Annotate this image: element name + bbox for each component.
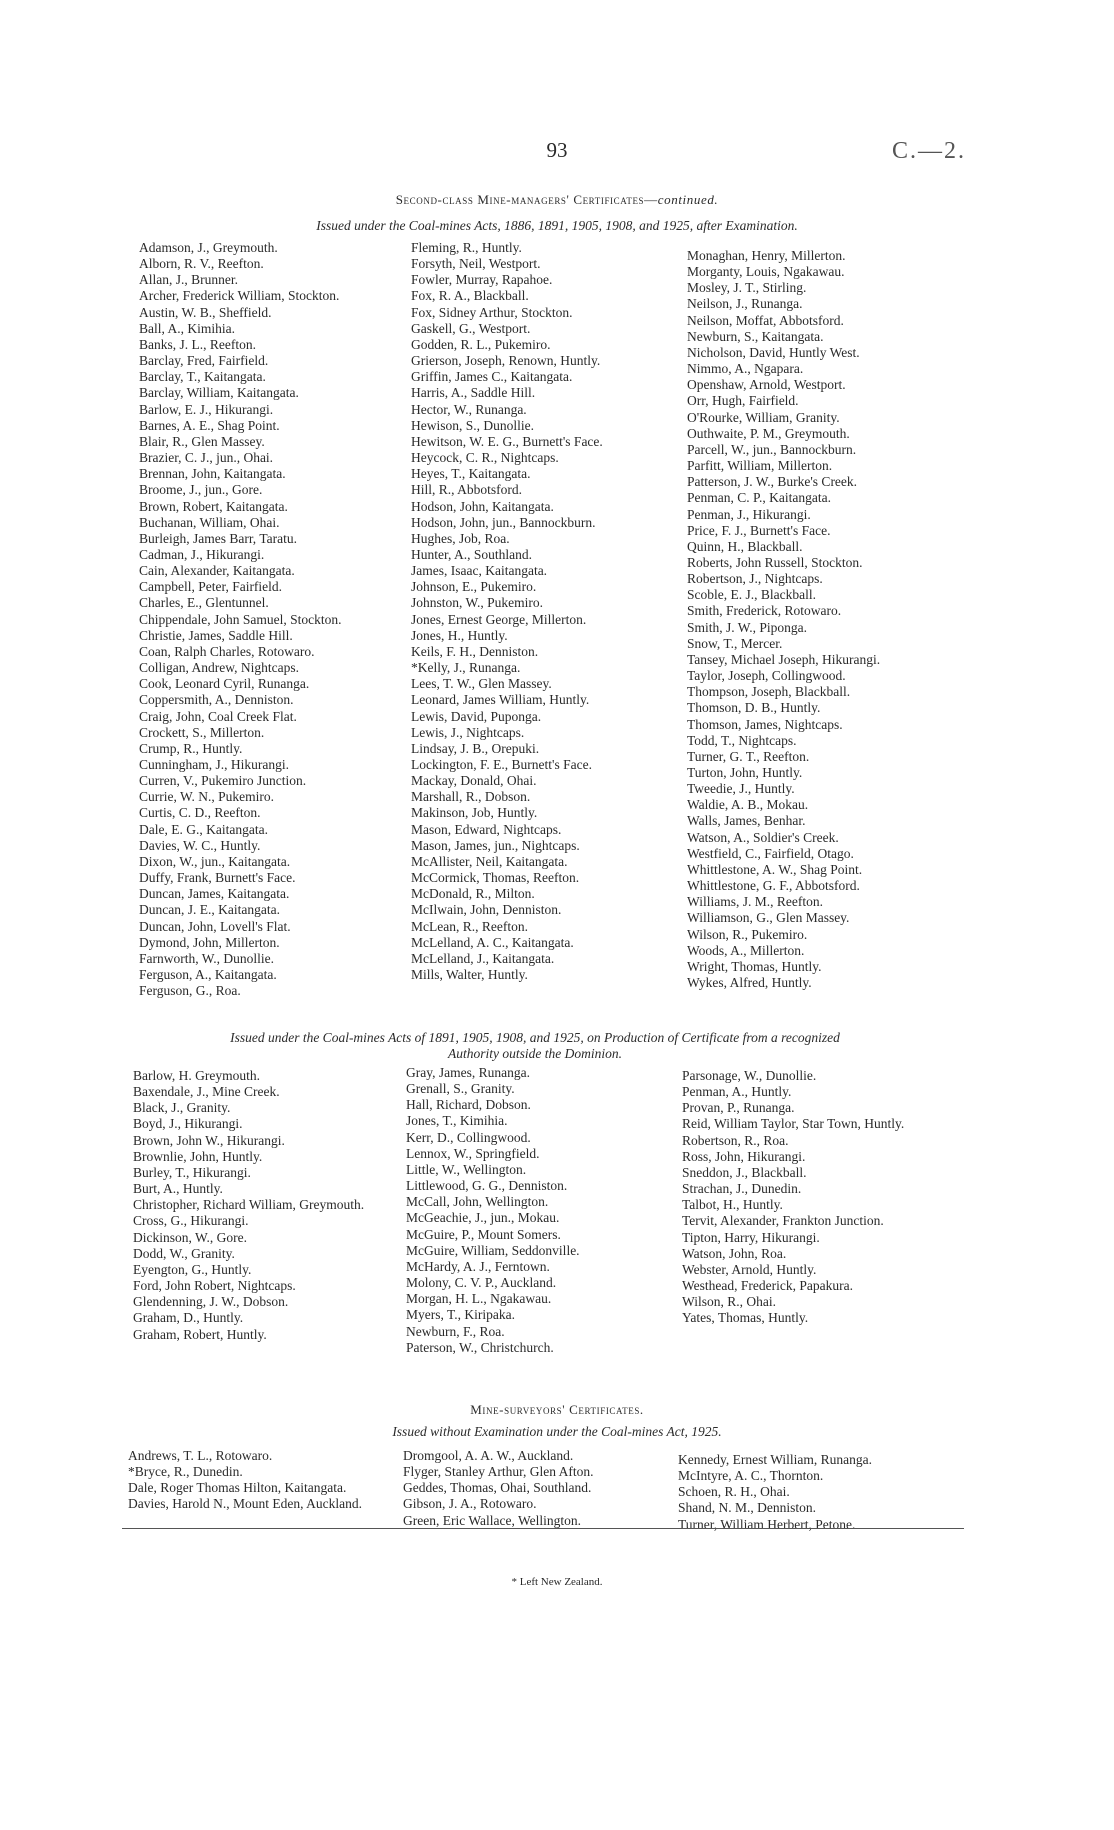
list-item: Westhead, Frederick, Papakura.	[682, 1278, 853, 1294]
list-item: Lees, T. W., Glen Massey.	[411, 676, 552, 692]
list-item: Crockett, S., Millerton.	[139, 724, 265, 740]
list-item: Waldie, A. B., Mokau.	[687, 797, 809, 813]
list-item: Grenall, S., Granity.	[406, 1081, 515, 1097]
list-item: Strachan, J., Dunedin.	[682, 1181, 802, 1197]
list-item: Mills, Walter, Huntly.	[411, 967, 528, 983]
list-item: Coan, Ralph Charles, Rotowaro.	[139, 643, 315, 659]
list-item: Yates, Thomas, Huntly.	[682, 1310, 809, 1326]
list-item: Griffin, James C., Kaitangata.	[411, 369, 573, 385]
list-item: Hodson, John, Kaitangata.	[411, 498, 554, 514]
list-item: Brownlie, John, Huntly.	[133, 1148, 263, 1164]
section3-subtitle: Issued without Examination under the Coal-mines Act, 1925.	[392, 1424, 722, 1439]
list-item: Burt, A., Huntly.	[133, 1181, 223, 1197]
list-item: Nicholson, David, Huntly West.	[687, 344, 860, 360]
list-item: Cain, Alexander, Kaitangata.	[139, 563, 295, 579]
list-item: Paterson, W., Christchurch.	[406, 1339, 554, 1355]
list-item: McIntyre, A. C., Thornton.	[678, 1468, 824, 1484]
list-item: Cunningham, J., Hikurangi.	[139, 757, 289, 772]
list-item: Tansey, Michael Joseph, Hikurangi.	[687, 651, 881, 667]
list-item: Christie, James, Saddle Hill.	[139, 627, 293, 643]
list-item: Ferguson, A., Kaitangata.	[139, 967, 277, 983]
list-item: Graham, Robert, Huntly.	[133, 1326, 267, 1342]
list-item: Andrews, T. L., Rotowaro.	[128, 1448, 273, 1463]
list-item: Walls, James, Benhar.	[687, 813, 806, 829]
list-item: Parsonage, W., Dunollie.	[682, 1068, 817, 1083]
list-item: Hewitson, W. E. G., Burnett's Face.	[411, 433, 603, 449]
list-item: McCormick, Thomas, Reefton.	[411, 870, 580, 886]
list-item: Leonard, James William, Huntly.	[411, 692, 590, 708]
list-item: Fowler, Murray, Rapahoe.	[411, 272, 553, 288]
list-item: James, Isaac, Kaitangata.	[411, 563, 548, 579]
list-item: Johnston, W., Pukemiro.	[411, 595, 544, 611]
section1-title	[0, 192, 1114, 208]
list-item: Turner, G. T., Reefton.	[687, 748, 810, 764]
list-item: Robertson, J., Nightcaps.	[687, 571, 823, 587]
list-item: McLean, R., Reefton.	[411, 918, 528, 934]
list-item: Green, Eric Wallace, Wellington.	[403, 1512, 582, 1528]
list-item: Newburn, S., Kaitangata.	[687, 328, 824, 344]
list-item: Davies, Harold N., Mount Eden, Auckland.	[128, 1496, 362, 1512]
list-item: Brazier, C. J., jun., Ohai.	[139, 450, 274, 466]
section1-title-continued: continued.	[657, 192, 719, 207]
list-item: Campbell, Peter, Fairfield.	[139, 579, 283, 595]
list-item: Jones, H., Huntly.	[411, 627, 508, 643]
list-item: Hunter, A., Southland.	[411, 546, 532, 562]
list-item: McLelland, J., Kaitangata.	[411, 950, 555, 966]
section2-column-3	[682, 1068, 952, 1327]
list-item: Hill, R., Abbotsford.	[411, 482, 523, 498]
list-item: Duncan, James, Kaitangata.	[139, 886, 290, 902]
list-item: Snow, T., Mercer.	[687, 635, 783, 651]
list-item: *Kelly, J., Runanga.	[411, 660, 521, 676]
list-item: Morgan, H. L., Ngakawau.	[406, 1291, 552, 1307]
list-item: Duncan, J. E., Kaitangata.	[139, 902, 280, 918]
list-item: Dymond, John, Millerton.	[139, 934, 280, 950]
list-item: Orr, Hugh, Fairfield.	[687, 393, 799, 409]
list-item: Hector, W., Runanga.	[411, 401, 527, 417]
list-item: Ross, John, Hikurangi.	[682, 1148, 806, 1164]
list-item: Mackay, Donald, Ohai.	[411, 773, 537, 789]
list-item: Cadman, J., Hikurangi.	[139, 546, 265, 562]
list-item: Fleming, R., Huntly.	[411, 240, 522, 255]
section1-column-2	[411, 240, 681, 983]
list-item: Alborn, R. V., Reefton.	[139, 256, 264, 272]
list-item: Curtis, C. D., Reefton.	[139, 805, 261, 821]
list-item: Westfield, C., Fairfield, Otago.	[687, 845, 854, 861]
list-item: Christopher, Richard William, Greymouth.	[133, 1197, 365, 1213]
list-item: Neilson, Moffat, Abbotsford.	[687, 312, 844, 328]
footnote-rule	[122, 1528, 964, 1529]
list-item: Allan, J., Brunner.	[139, 272, 238, 288]
list-item: Davies, W. C., Huntly.	[139, 837, 261, 853]
list-item: McLelland, A. C., Kaitangata.	[411, 934, 574, 950]
section1-column-1	[139, 240, 399, 999]
list-item: Banks, J. L., Reefton.	[139, 336, 256, 352]
list-item: Provan, P., Runanga.	[682, 1100, 795, 1116]
list-item: Nimmo, A., Ngapara.	[687, 361, 804, 377]
list-item: Black, J., Granity.	[133, 1100, 231, 1116]
list-item: Smith, J. W., Piponga.	[687, 619, 808, 635]
list-item: Parcell, W., jun., Bannockburn.	[687, 441, 857, 457]
list-item: Newburn, F., Roa.	[406, 1323, 505, 1339]
list-item: Dale, Roger Thomas Hilton, Kaitangata.	[128, 1480, 347, 1496]
list-item: Fox, Sidney Arthur, Stockton.	[411, 304, 573, 320]
list-item: McAllister, Neil, Kaitangata.	[411, 853, 568, 869]
list-item: Duffy, Frank, Burnett's Face.	[139, 870, 296, 886]
list-item: Heyes, T., Kaitangata.	[411, 466, 531, 482]
list-item: Cross, G., Hikurangi.	[133, 1213, 249, 1229]
list-item: Blair, R., Glen Massey.	[139, 433, 265, 449]
list-item: Hodson, John, jun., Bannockburn.	[411, 514, 596, 530]
list-item: Penman, C. P., Kaitangata.	[687, 490, 831, 506]
section2-subtitle-line2: Authority outside the Dominion.	[448, 1046, 622, 1061]
list-item: Parfitt, William, Millerton.	[687, 458, 833, 474]
list-item: Lockington, F. E., Burnett's Face.	[411, 757, 592, 772]
section2-column-1	[133, 1068, 388, 1343]
list-item: Coppersmith, A., Denniston.	[139, 692, 294, 708]
list-item: *Bryce, R., Dunedin.	[128, 1464, 243, 1480]
list-item: Currie, W. N., Pukemiro.	[139, 789, 274, 805]
list-item: Tipton, Harry, Hikurangi.	[682, 1229, 820, 1245]
list-item: Boyd, J., Hikurangi.	[133, 1116, 243, 1132]
list-item: McIlwain, John, Denniston.	[411, 902, 562, 918]
list-item: Mosley, J. T., Stirling.	[687, 280, 807, 296]
list-item: Barlow, E. J., Hikurangi.	[139, 401, 274, 417]
list-item: Adamson, J., Greymouth.	[139, 240, 278, 255]
list-item: Brown, John W., Hikurangi.	[133, 1132, 285, 1148]
list-item: Ferguson, G., Roa.	[139, 983, 241, 999]
list-item: Watson, A., Soldier's Creek.	[687, 829, 839, 845]
list-item: Smith, Frederick, Rotowaro.	[687, 603, 842, 619]
list-item: Barclay, Fred, Fairfield.	[139, 353, 269, 369]
list-item: Penman, A., Huntly.	[682, 1084, 792, 1100]
list-item: Johnson, E., Pukemiro.	[411, 579, 537, 595]
list-item: Austin, W. B., Sheffield.	[139, 304, 272, 320]
list-item: Neilson, J., Runanga.	[687, 296, 803, 312]
list-item: Wright, Thomas, Huntly.	[687, 958, 822, 974]
list-item: Little, W., Wellington.	[406, 1161, 527, 1177]
list-item: Broome, J., jun., Gore.	[139, 482, 263, 498]
list-item: O'Rourke, William, Granity.	[687, 409, 840, 425]
list-item: Dixon, W., jun., Kaitangata.	[139, 853, 291, 869]
list-item: Morganty, Louis, Ngakawau.	[687, 264, 845, 280]
list-item: Eyengton, G., Huntly.	[133, 1261, 252, 1277]
list-item: Barclay, T., Kaitangata.	[139, 369, 266, 385]
section2-column-2	[406, 1065, 666, 1356]
list-item: Myers, T., Kiripaka.	[406, 1307, 515, 1323]
list-item: Flyger, Stanley Arthur, Glen Afton.	[403, 1464, 594, 1480]
list-item: Gray, James, Runanga.	[406, 1065, 530, 1080]
list-item: Kennedy, Ernest William, Runanga.	[678, 1452, 873, 1467]
list-item: Openshaw, Arnold, Westport.	[687, 377, 846, 393]
list-item: Keils, F. H., Denniston.	[411, 643, 539, 659]
list-item: Kerr, D., Collingwood.	[406, 1129, 531, 1145]
list-item: Littlewood, G. G., Denniston.	[406, 1178, 568, 1194]
list-item: Makinson, Job, Huntly.	[411, 805, 538, 821]
list-item: Webster, Arnold, Huntly.	[682, 1261, 817, 1277]
list-item: Ford, John Robert, Nightcaps.	[133, 1278, 296, 1294]
list-item: Grierson, Joseph, Renown, Huntly.	[411, 353, 601, 369]
list-item: Watson, John, Roa.	[682, 1245, 787, 1261]
list-item: Ball, A., Kimihia.	[139, 320, 235, 336]
list-item: Robertson, R., Roa.	[682, 1132, 789, 1148]
list-item: Charles, E., Glentunnel.	[139, 595, 269, 611]
list-item: Thompson, Joseph, Blackball.	[687, 684, 851, 700]
list-item: Hughes, Job, Roa.	[411, 530, 510, 546]
list-item: Burleigh, James Barr, Taratu.	[139, 530, 297, 546]
list-item: Baxendale, J., Mine Creek.	[133, 1084, 280, 1100]
section1-subtitle: Issued under the Coal-mines Acts, 1886, 1891, 1905, 1908, and 1925, after Examination.	[316, 218, 798, 233]
list-item: Patterson, J. W., Burke's Creek.	[687, 474, 858, 490]
list-item: Barclay, William, Kaitangata.	[139, 385, 299, 401]
list-item: Outhwaite, P. M., Greymouth.	[687, 425, 850, 441]
list-item: Woods, A., Millerton.	[687, 942, 805, 958]
list-item: Buchanan, William, Ohai.	[139, 514, 280, 530]
list-item: Mason, James, jun., Nightcaps.	[411, 837, 580, 853]
list-item: Cook, Leonard Cyril, Runanga.	[139, 676, 310, 692]
list-item: Archer, Frederick William, Stockton.	[139, 288, 340, 304]
list-item: Hewison, S., Dunollie.	[411, 417, 534, 433]
list-item: Penman, J., Hikurangi.	[687, 506, 811, 522]
list-item: Duncan, John, Lovell's Flat.	[139, 918, 291, 934]
list-item: Brown, Robert, Kaitangata.	[139, 498, 288, 514]
list-item: Dodd, W., Granity.	[133, 1245, 235, 1261]
list-item: McGuire, William, Seddonville.	[406, 1242, 580, 1258]
list-item: Turner, William Herbert, Petone.	[678, 1516, 856, 1532]
list-item: Crump, R., Huntly.	[139, 740, 243, 756]
list-item: Thomson, James, Nightcaps.	[687, 716, 843, 732]
list-item: Wykes, Alfred, Huntly.	[687, 975, 812, 991]
list-item: Talbot, H., Huntly.	[682, 1197, 783, 1213]
list-item: Monaghan, Henry, Millerton.	[687, 248, 846, 263]
list-item: Barlow, H. Greymouth.	[133, 1068, 260, 1083]
list-item: Whittlestone, G. F., Abbotsford.	[687, 878, 860, 894]
list-item: Brennan, John, Kaitangata.	[139, 466, 286, 482]
list-item: Shand, N. M., Denniston.	[678, 1500, 816, 1516]
list-item: Mason, Edward, Nightcaps.	[411, 821, 562, 837]
list-item: Barnes, A. E., Shag Point.	[139, 417, 280, 433]
list-item: McGeachie, J., jun., Mokau.	[406, 1210, 560, 1226]
list-item: Dale, E. G., Kaitangata.	[139, 821, 268, 837]
section3-column-2	[403, 1448, 663, 1529]
section3-column-3	[678, 1452, 958, 1533]
list-item: Williamson, G., Glen Massey.	[687, 910, 850, 926]
list-item: Curren, V., Pukemiro Junction.	[139, 773, 307, 789]
list-item: Scoble, E. J., Blackball.	[687, 587, 816, 603]
list-item: McHardy, A. J., Ferntown.	[406, 1258, 550, 1274]
list-item: Gibson, J. A., Rotowaro.	[403, 1496, 537, 1512]
section2-subtitle-line1: Issued under the Coal-mines Acts of 1891, 1905, 1908, and 1925, on Production of Certificate from a recognized	[230, 1030, 840, 1045]
list-item: Dickinson, W., Gore.	[133, 1229, 247, 1245]
list-item: Lewis, David, Puponga.	[411, 708, 542, 724]
list-item: Lennox, W., Springfield.	[406, 1145, 540, 1161]
list-item: McDonald, R., Milton.	[411, 886, 535, 902]
list-item: Turton, John, Huntly.	[687, 765, 803, 780]
list-item: Burley, T., Hikurangi.	[133, 1164, 251, 1180]
section1-title-text: Second-class Mine-managers' Certificates—	[395, 192, 658, 207]
list-item: Todd, T., Nightcaps.	[687, 732, 797, 748]
list-item: Taylor, Joseph, Collingwood.	[687, 668, 846, 684]
list-item: Roberts, John Russell, Stockton.	[687, 554, 863, 570]
list-item: Wilson, R., Pukemiro.	[687, 926, 808, 942]
list-item: Chippendale, John Samuel, Stockton.	[139, 611, 342, 627]
list-item: Farnworth, W., Dunollie.	[139, 950, 274, 966]
list-item: Tweedie, J., Huntly.	[687, 781, 795, 797]
list-item: Jones, Ernest George, Millerton.	[411, 611, 587, 627]
list-item: Williams, J. M., Reefton.	[687, 894, 823, 910]
footnote: * Left New Zealand.	[511, 1576, 603, 1588]
list-item: Sneddon, J., Blackball.	[682, 1164, 807, 1180]
list-item: Hall, Richard, Dobson.	[406, 1097, 531, 1113]
section3-column-1	[128, 1448, 383, 1513]
list-item: Wilson, R., Ohai.	[682, 1294, 776, 1310]
list-item: Graham, D., Huntly.	[133, 1310, 244, 1326]
list-item: Lewis, J., Nightcaps.	[411, 724, 525, 740]
list-item: Jones, T., Kimihia.	[406, 1113, 508, 1129]
list-item: Colligan, Andrew, Nightcaps.	[139, 660, 299, 676]
list-item: Schoen, R. H., Ohai.	[678, 1484, 790, 1500]
list-item: McGuire, P., Mount Somers.	[406, 1226, 561, 1242]
list-item: Craig, John, Coal Creek Flat.	[139, 708, 297, 724]
list-item: Reid, William Taylor, Star Town, Huntly.	[682, 1116, 905, 1132]
section1-column-3	[687, 248, 967, 991]
list-item: Forsyth, Neil, Westport.	[411, 256, 541, 272]
list-item: McCall, John, Wellington.	[406, 1194, 549, 1210]
list-item: Fox, R. A., Blackball.	[411, 288, 529, 304]
section3-title: Mine-surveyors' Certificates.	[470, 1402, 644, 1417]
list-item: Lindsay, J. B., Orepuki.	[411, 740, 540, 756]
list-item: Marshall, R., Dobson.	[411, 789, 531, 805]
list-item: Gaskell, G., Westport.	[411, 320, 531, 336]
list-item: Tervit, Alexander, Frankton Junction.	[682, 1213, 884, 1229]
list-item: Quinn, H., Blackball.	[687, 538, 803, 554]
list-item: Dromgool, A. A. W., Auckland.	[403, 1448, 574, 1463]
list-item: Harris, A., Saddle Hill.	[411, 385, 536, 401]
list-item: Glendenning, J. W., Dobson.	[133, 1294, 289, 1310]
page-number: 93	[546, 138, 568, 162]
list-item: Geddes, Thomas, Ohai, Southland.	[403, 1480, 592, 1496]
list-item: Godden, R. L., Pukemiro.	[411, 336, 551, 352]
list-item: Thomson, D. B., Huntly.	[687, 700, 821, 716]
list-item: Price, F. J., Burnett's Face.	[687, 522, 831, 538]
list-item: Molony, C. V. P., Auckland.	[406, 1275, 557, 1291]
list-item: Heycock, C. R., Nightcaps.	[411, 450, 559, 466]
document-code: C.—2.	[891, 138, 966, 164]
list-item: Whittlestone, A. W., Shag Point.	[687, 861, 863, 877]
